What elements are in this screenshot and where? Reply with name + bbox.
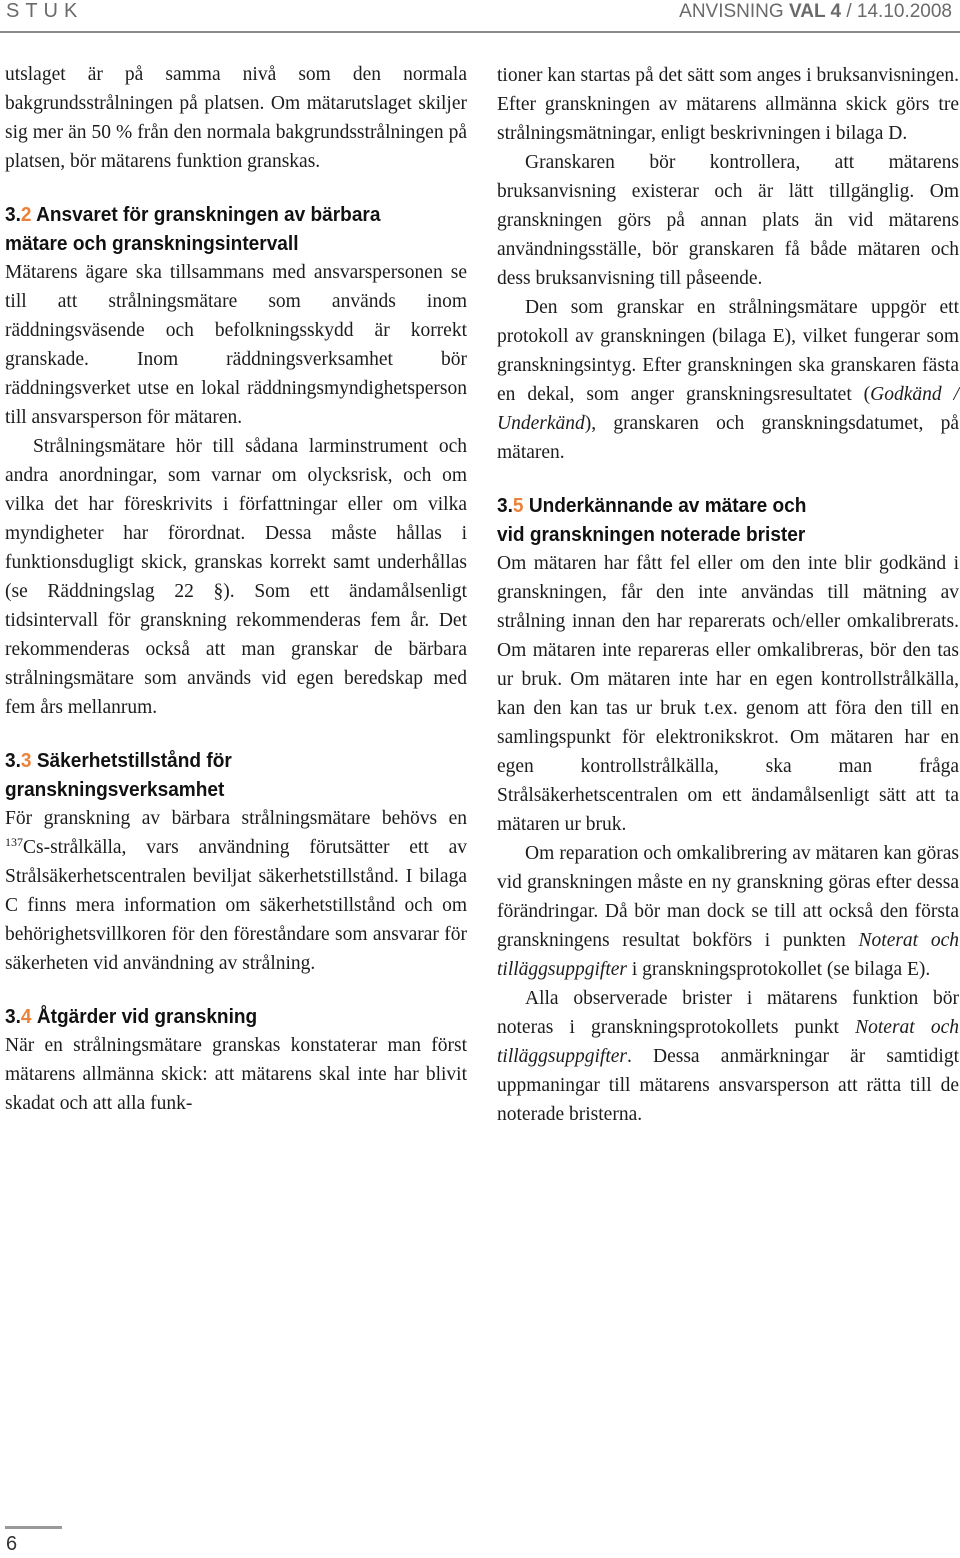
intro-paragraph: utslaget är på samma nivå som den normala bakgrundsstrålningen på platsen. Om mätarutslaget skiljer sig mer än 50 % från den normala bakgrundsstrålningen på platsen, bör mätarens funktion granskas. xyxy=(5,64,467,172)
section-3-5-heading: 3.5 Underkännande av mätare och vid granskningen noterade brister xyxy=(497,494,807,546)
page-header xyxy=(0,0,960,26)
doc-prefix: ANVISNING xyxy=(679,1,784,22)
brand-name: STUK xyxy=(6,0,84,22)
continued-paragraph: tioner kan startas på det sätt som anges i bruksanvisningen. Efter granskningen av mätarens allmänna skick görs tre strålningsmätningar, enligt beskrivningen i bilaga D. xyxy=(497,65,959,144)
doc-separator: / xyxy=(846,1,852,22)
doc-id: VAL 4 xyxy=(788,1,842,22)
section-3-2-paragraph-1: Mätarens ägare ska tillsammans med ansvarspersonen se till att strålningsmätare som används inom räddningsväsende och befolkningsskydd är korrekt granskade. Inom räddningsverksamhet bör räddningsverket utse en lokal räddningsmyndighetsperson till ansvarsperson för mätaren. xyxy=(5,262,467,428)
right-paragraph-3: Den som granskar en strålningsmätare uppgör ett protokoll av granskningen (bilaga E), vilket fungerar som granskningsintyg. Efter granskningen ska granskaren fästa en dekal, som anger granskningsresultatet (Godkänd / Underkänd), granskaren och granskningsdatumet, på mätaren. xyxy=(497,297,960,463)
section-3-4-paragraph: När en strålningsmätare granskas konstaterar man först mätarens allmänna skick: att mätarens skal inte har blivit skadat och att alla funk- xyxy=(5,1035,467,1114)
section-3-5-paragraph-2: Om reparation och omkalibrering av mätaren kan göras vid granskningen måste en ny granskning göras efter dessa förändringar. Då bör man dock se till att också den första granskningens resultat bokförs i punkten Noterat och tilläggsuppgifter i granskningsprotokollet (se bilaga E). xyxy=(497,843,959,980)
page-number: 6 xyxy=(6,1533,18,1555)
section-3-3-paragraph: För granskning av bärbara strålningsmätare behövs en $^{137}$Cs-strålkälla, vars användning förutsätter ett av Strålsäkerhetscentralen beviljat säkerhetstillstånd. I bilaga C finns mera information om säkerhetstillstånd och om behörighetsvillkoren för den föreståndare som ansvarar för säkerheten vid användning av strålning. xyxy=(5,808,467,974)
document-reference xyxy=(679,1,952,23)
section-3-5-paragraph-1: Om mätaren har fått fel eller om den inte blir godkänd i granskningen, får den inte användas till mätning av strålning innan den har reparerats och/eller omkalibrerats. Om mätaren inte repareras eller omkalibreras, bör den tas ur bruk. Om mätaren inte har en egen kontrollstrålkälla, kan den kan tas ur bruk t.ex. genom att föra den till en samlingspunkt för elektronikskrot. Om mätaren har en egen kontrollstrålkälla, ska man fråga Strålsäkerhetscentralen om ett ändamålsenligt sätt att ta mätaren ur bruk. xyxy=(497,553,959,835)
section-3-2-heading: 3.2 Ansvaret för granskningen av bärbara mätare och granskningsintervall xyxy=(5,203,381,255)
left-column xyxy=(5,60,467,1118)
right-column xyxy=(497,61,959,1129)
footer-divider xyxy=(5,1526,62,1529)
section-3-3-heading: 3.3 Säkerhetstillstånd för granskningsverksamhet xyxy=(5,749,232,801)
doc-date: 14.10.2008 xyxy=(856,1,952,22)
section-3-4-heading: 3.4 Åtgärder vid granskning xyxy=(5,1005,258,1028)
header-divider xyxy=(0,31,960,33)
section-3-5-paragraph-3: Alla observerade brister i mätarens funktion bör noteras i granskningsprotokollets punkt Noterat och tilläggsuppgifter. Dessa anmärkningar är samtidigt uppmaningar till mätarens ansvarsperson att rätta till de noterade bristerna. xyxy=(497,988,959,1125)
section-3-2-paragraph-2: Strålningsmätare hör till sådana larminstrument och andra anordningar, som varnar om olycksrisk, och om vilka det har föreskrivits i författningar eller om vilka myndigheter har förordnat. Dessa måste hållas i funktionsdugligt skick, granskas korrekt samt underhållas (se Räddningslag 22 §). Som ett ändamålsenligt tidsintervall för granskning rekommenderas fem år. Det rekommenderas också att man granskar de bärbara strålningsmätare som används vid egen beredskap med fem års mellanrum. xyxy=(5,436,467,718)
right-paragraph-2: Granskaren bör kontrollera, att mätarens bruksanvisning existerar och är lätt tillgänglig. Om granskningen görs på annan plats än vid mätarens användningsställe, bör granskaren få både mätaren och dess bruksanvisning till påseende. xyxy=(497,152,959,289)
